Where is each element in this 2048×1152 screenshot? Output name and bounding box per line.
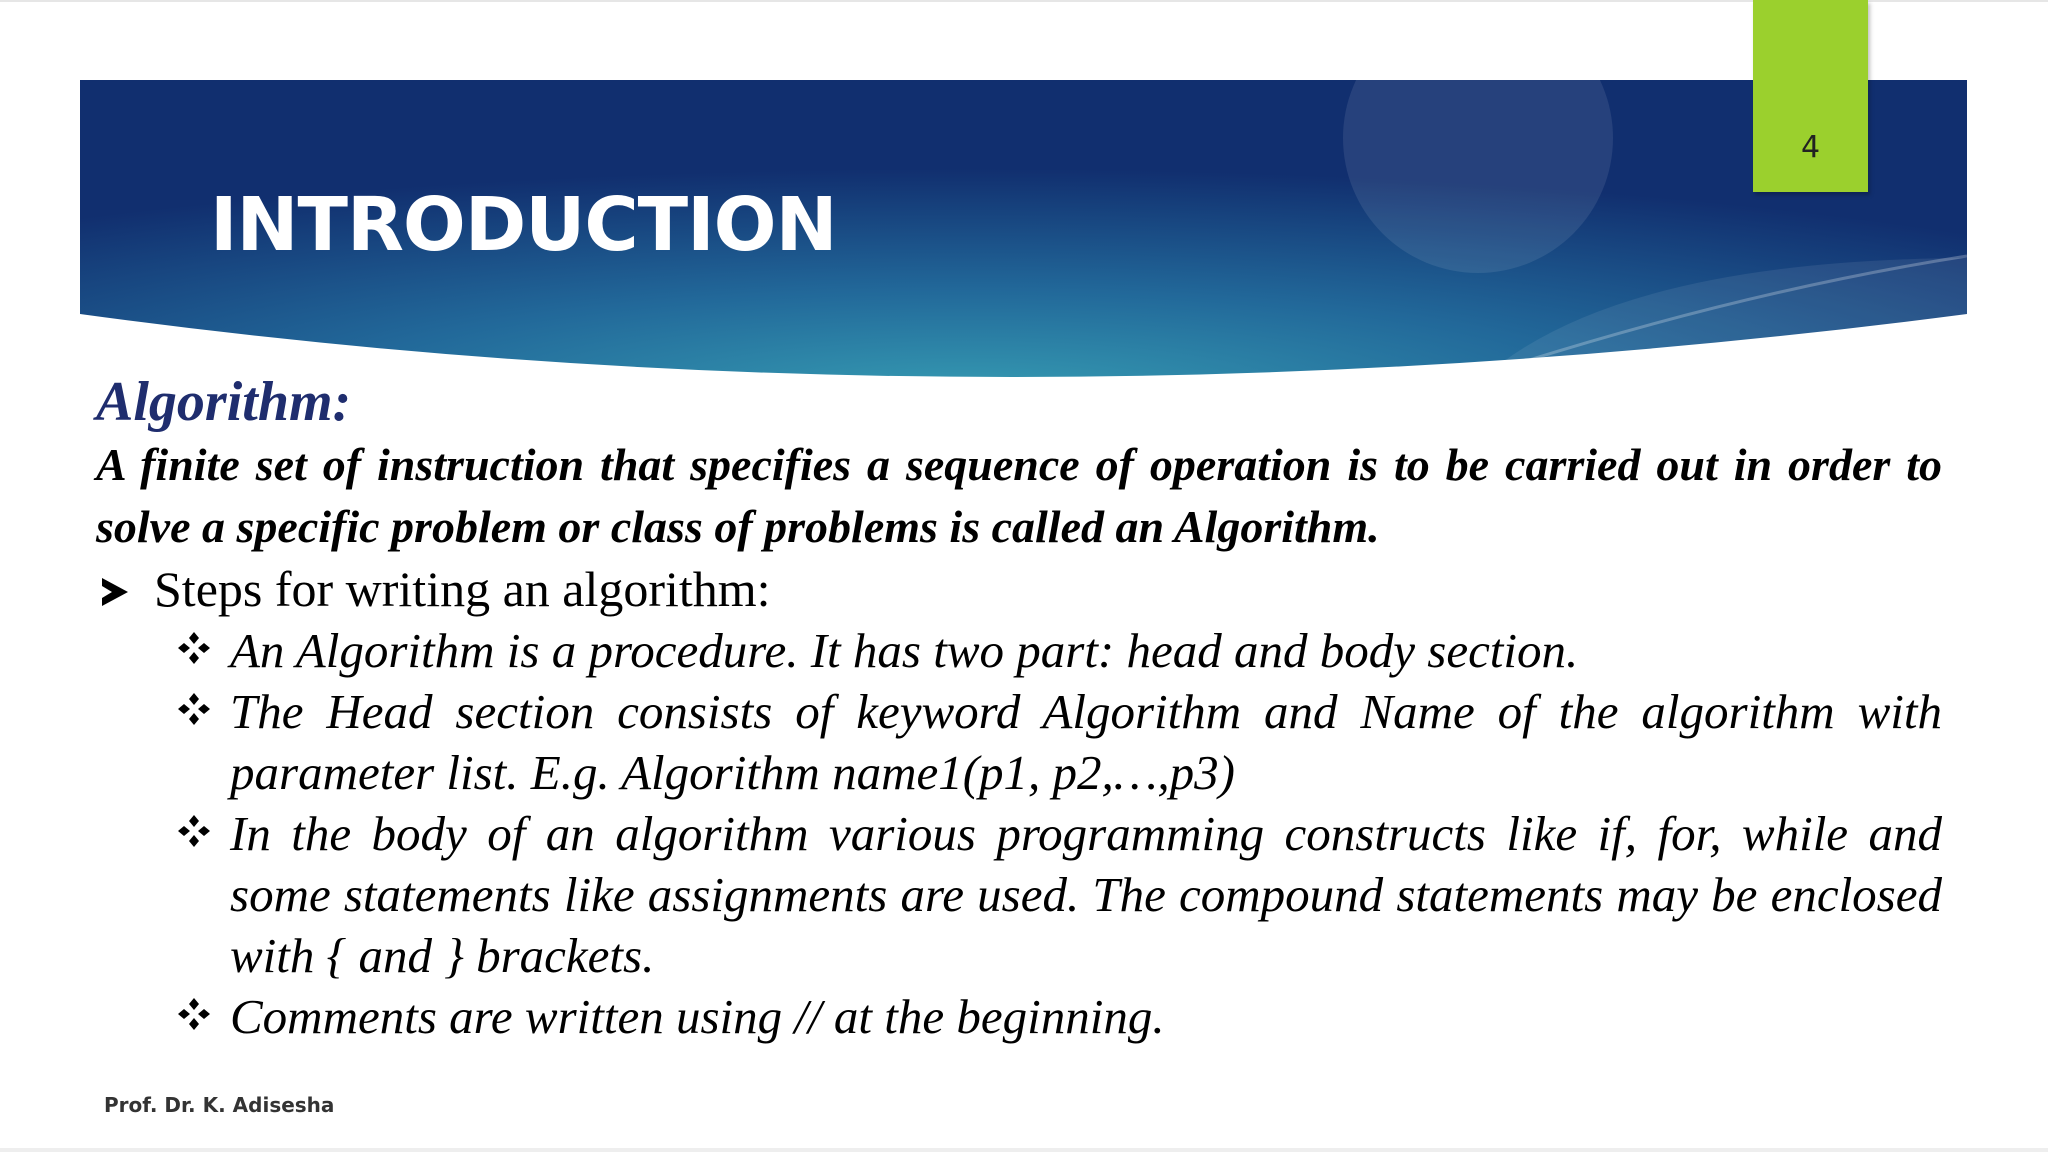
list-item xyxy=(96,620,1942,681)
list-item xyxy=(96,803,1942,986)
step-text: Comments are written using // at the beginning. xyxy=(230,989,1165,1044)
term-heading: Algorithm: xyxy=(96,371,352,433)
steps-list xyxy=(96,620,1942,1047)
four-diamond-bullet-icon xyxy=(176,996,212,1032)
slide-content xyxy=(96,370,1942,1047)
four-diamond-bullet-icon xyxy=(176,691,212,727)
four-diamond-bullet-icon xyxy=(176,813,212,849)
step-text: An Algorithm is a procedure. It has two part: head and body section. xyxy=(230,623,1579,678)
step-text: In the body of an algorithm various programming constructs like if, for, while and some statements like assignments are used. The compound statements may be enclosed with { and } brackets. xyxy=(230,806,1942,983)
definition-text: A finite set of instruction that specifies a sequence of operation is to be carried out in order to solve a specific problem or class of problems is called an Algorithm. xyxy=(96,439,1942,552)
page-number: 4 xyxy=(1800,130,1821,165)
footer-author: Prof. Dr. K. Adisesha xyxy=(104,1093,335,1117)
steps-heading-text: Steps for writing an algorithm: xyxy=(154,561,771,617)
slide-title: INTRODUCTION xyxy=(210,182,837,268)
four-diamond-bullet-icon xyxy=(176,630,212,666)
step-text: The Head section consists of keyword Algorithm and Name of the algorithm with parameter list. E.g. Algorithm name1(p1, p2,…,p3) xyxy=(230,684,1942,800)
bottom-border xyxy=(0,1148,2048,1152)
list-item xyxy=(96,681,1942,803)
list-item xyxy=(96,986,1942,1047)
arrow-bullet-icon xyxy=(102,578,128,606)
steps-heading xyxy=(96,558,1942,620)
